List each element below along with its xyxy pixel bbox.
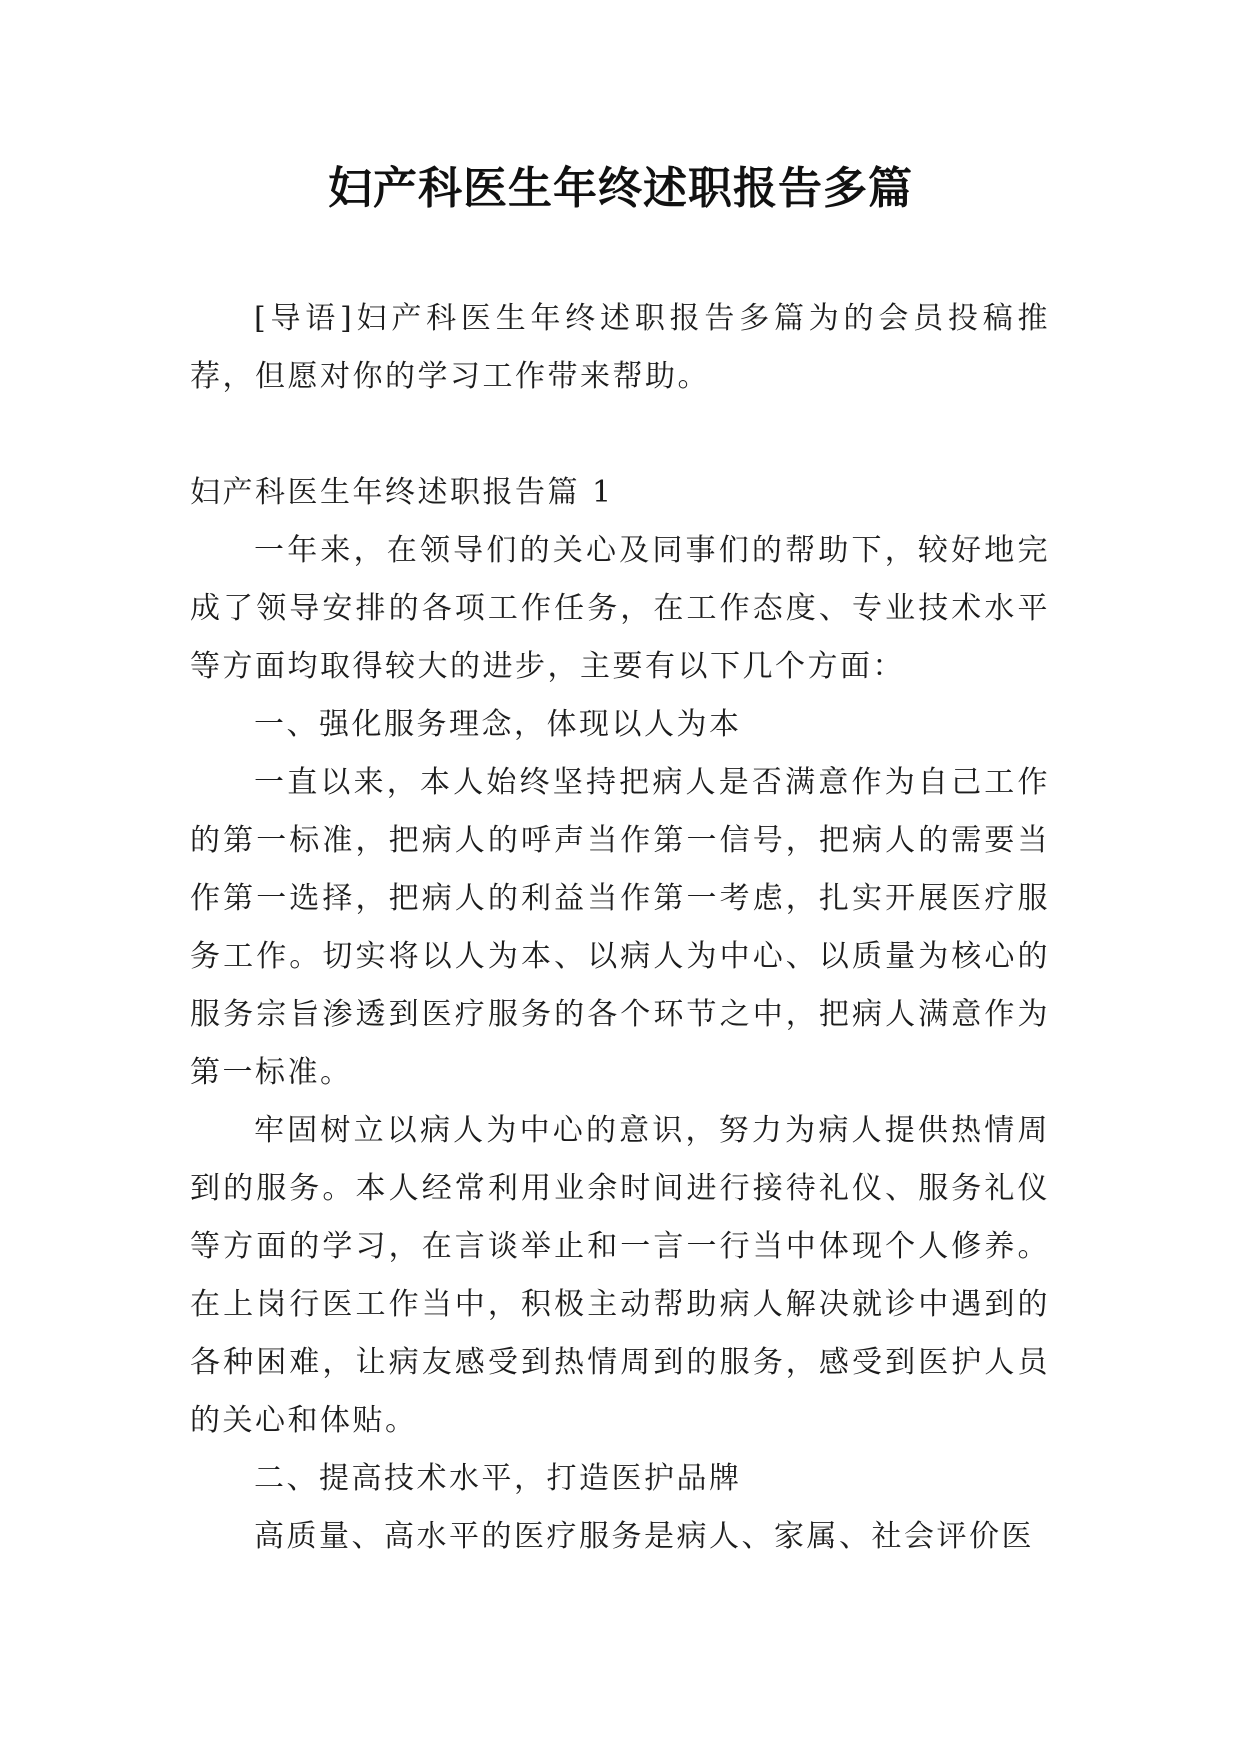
body-paragraph: 高质量、高水平的医疗服务是病人、家属、社会评价医 bbox=[254, 1519, 1034, 1554]
body-paragraph: 牢固树立以病人为中心的意识，努力为病人提供热情周到的服务。本人经常利用业余时间进行接待礼仪、服务礼仪等方面的学习，在言谈举止和一言一行当中体现个人修养。在上岗行医工作当中，积极主动帮助病人解决就诊中遇到的各种困难，让病友感受到热情周到的服务，感受到医护人员的关心和体贴。 bbox=[190, 1113, 1050, 1438]
body-paragraph: 一直以来，本人始终坚持把病人是否满意作为自己工作的第一标准，把病人的呼声当作第一信号，把病人的需要当作第一选择，把病人的利益当作第一考虑，扎实开展医疗服务工作。切实将以人为本、以病人为中心、以质量为核心的服务宗旨渗透到医疗服务的各个环节之中，把病人满意作为第一标准。 bbox=[190, 765, 1050, 1090]
body-paragraph: 一年来，在领导们的关心及同事们的帮助下，较好地完成了领导安排的各项工作任务，在工作态度、专业技术水平等方面均取得较大的进步，主要有以下几个方面： bbox=[190, 533, 1050, 684]
section-title: 妇产科医生年终述职报告篇 1 bbox=[190, 475, 614, 510]
document-title: 妇产科医生年终述职报告多篇 bbox=[328, 163, 913, 214]
section-heading: 二、提高技术水平，打造医护品牌 bbox=[254, 1461, 742, 1496]
document-body bbox=[190, 290, 1050, 1566]
section-heading: 一、强化服务理念，体现以人为本 bbox=[254, 707, 742, 742]
intro-paragraph: [导语]妇产科医生年终述职报告多篇为的会员投稿推荐，但愿对你的学习工作带来帮助。 bbox=[190, 301, 1050, 394]
